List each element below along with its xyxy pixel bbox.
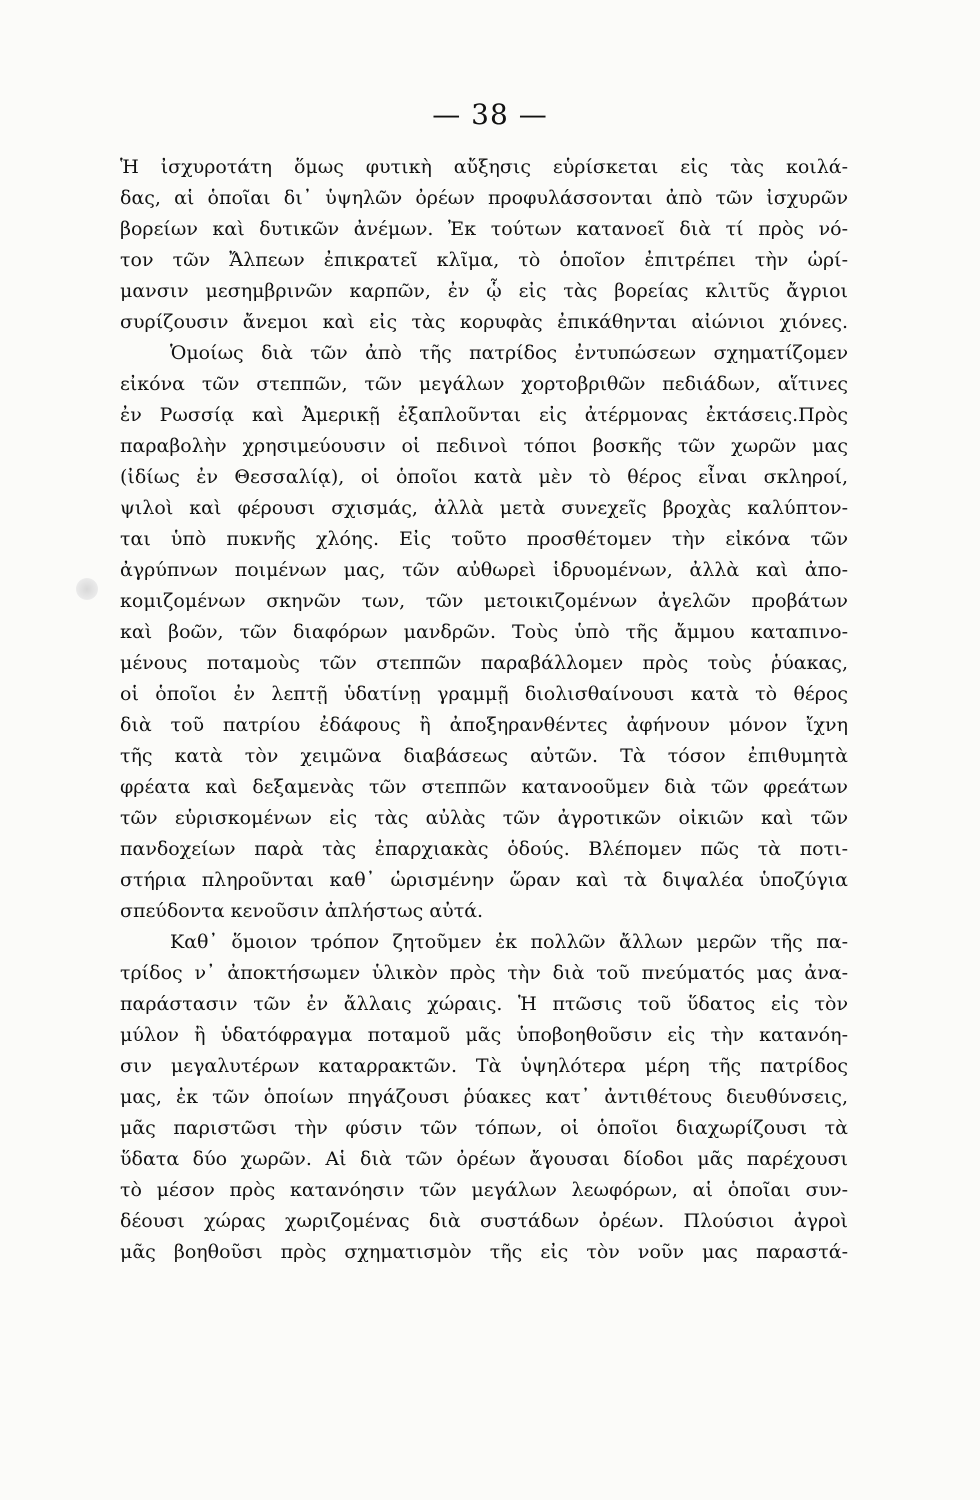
text-line: Ὁμοίως διὰ τῶν ἀπὸ τῆς πατρίδος ἐντυπώσεων σχηματίζομεν <box>170 342 848 364</box>
text-line: μᾶς παριστῶσι τὴν φύσιν τῶν τόπων, οἱ ὁποῖοι διαχωρίζουσι τὰ <box>120 1117 848 1139</box>
text-line: βορείων καὶ δυτικῶν ἀνέμων. Ἐκ τούτων κατανοεῖ διὰ τί πρὸς νό- <box>120 218 848 240</box>
paragraph-1 <box>120 152 848 338</box>
paper-stain <box>76 578 98 600</box>
text-line: πανδοχείων παρὰ τὰς ἐπαρχιακὰς ὁδούς. Βλέπομεν πῶς τὰ ποτι- <box>120 838 848 860</box>
text-line: συρίζουσιν ἄνεμοι καὶ εἰς τὰς κορυφὰς ἐπικάθηνται αἰώνιοι χιόνες. <box>120 311 848 333</box>
text-line: τὸ μέσον πρὸς κατανόησιν τῶν μεγάλων λεωφόρων, αἱ ὁποῖαι συν- <box>120 1179 848 1201</box>
text-line: Ἡ ἰσχυροτάτη ὅμως φυτικὴ αὔξησις εὑρίσκεται εἰς τὰς κοιλά- <box>120 156 848 178</box>
text-line: ψιλοὶ καὶ φέρουσι σχισμάς, ἀλλὰ μετὰ συνεχεῖς βροχὰς καλύπτον- <box>120 497 848 519</box>
text-line: παραβολὴν χρησιμεύουσιν οἱ πεδινοὶ τόποι βοσκῆς τῶν χωρῶν μας <box>120 435 848 457</box>
text-line: παράστασιν τῶν ἐν ἄλλαις χώραις. Ἡ πτῶσις τοῦ ὕδατος εἰς τὸν <box>120 993 848 1015</box>
page-number: — 38 — <box>432 98 548 131</box>
text-line: μᾶς βοηθοῦσι πρὸς σχηματισμὸν τῆς εἰς τὸν νοῦν μας παραστά- <box>120 1241 848 1263</box>
text-line: ἐν Ρωσσίᾳ καὶ Ἀμερικῇ ἐξαπλοῦνται εἰς ἀτέρμονας ἐκτάσεις.Πρὸς <box>120 404 848 426</box>
text-line: τῆς κατὰ τὸν χειμῶνα διαβάσεως αὐτῶν. Τὰ τόσον ἐπιθυμητὰ <box>120 745 848 767</box>
text-line: ὕδατα δύο χωρῶν. Αἱ διὰ τῶν ὀρέων ἄγουσαι δίοδοι μᾶς παρέχουσι <box>120 1148 848 1170</box>
text-line: ἀγρύπνων ποιμένων μας, τῶν αὐθωρεὶ ἱδρυομένων, ἀλλὰ καὶ ἀπο- <box>120 559 848 581</box>
text-line: μένους ποταμοὺς τῶν στεππῶν παραβάλλομεν πρὸς τοὺς ῥύακας, <box>120 652 848 674</box>
text-line: δέουσι χώρας χωριζομένας διὰ συστάδων ὀρέων. Πλούσιοι ἀγροὶ <box>120 1210 848 1232</box>
text-line: τον τῶν Ἄλπεων ἐπικρατεῖ κλῖμα, τὸ ὁποῖον ἐπιτρέπει τὴν ὡρί- <box>120 249 848 271</box>
text-line: μανσιν μεσημβρινῶν καρπῶν, ἐν ᾧ εἰς τὰς βορείας κλιτῦς ἄγριοι <box>120 280 848 302</box>
text-line: σπεύδοντα κενοῦσιν ἀπλήστως αὐτά. <box>120 900 484 922</box>
text-line: (ἰδίως ἐν Θεσσαλίᾳ), οἱ ὁποῖοι κατὰ μὲν τὸ θέρος εἶναι σκληροί, <box>120 466 848 488</box>
paragraph-2 <box>120 338 848 927</box>
text-line: Καθ᾽ ὅμοιον τρόπον ζητοῦμεν ἐκ πολλῶν ἄλλων μερῶν τῆς πα- <box>170 931 848 953</box>
text-line: ται ὑπὸ πυκνῆς χλόης. Εἰς τοῦτο προσθέτομεν τὴν εἰκόνα τῶν <box>120 528 848 550</box>
text-line: τρίδος ν᾽ ἀποκτήσωμεν ὑλικὸν πρὸς τὴν διὰ τοῦ πνεύματός μας ἀνα- <box>120 962 848 984</box>
text-line: κομιζομένων σκηνῶν των, τῶν μετοικιζομένων ἀγελῶν προβάτων <box>120 590 848 612</box>
text-line: μας, ἐκ τῶν ὁποίων πηγάζουσι ῥύακες κατ᾽ ἀντιθέτους διευθύνσεις, <box>120 1086 848 1108</box>
text-line: στήρια πληροῦνται καθ᾽ ὡρισμένην ὥραν καὶ τὰ διψαλέα ὑποζύγια <box>120 869 848 891</box>
text-line: διὰ τοῦ πατρίου ἐδάφους ἢ ἀποξηρανθέντες ἀφήνουν μόνον ἴχνη <box>120 714 848 736</box>
body-text <box>120 152 848 1268</box>
text-line: τῶν εὑρισκομένων εἰς τὰς αὐλὰς τῶν ἀγροτικῶν οἰκιῶν καὶ τῶν <box>120 807 848 829</box>
paragraph-3 <box>120 927 848 1268</box>
text-line: σιν μεγαλυτέρων καταρρακτῶν. Τὰ ὑψηλότερα μέρη τῆς πατρίδος <box>120 1055 848 1077</box>
text-line: καὶ βοῶν, τῶν διαφόρων μανδρῶν. Τοὺς ὑπὸ τῆς ἄμμου καταπινο- <box>120 621 848 643</box>
text-line: φρέατα καὶ δεξαμενὰς τῶν στεππῶν κατανοοῦμεν διὰ τῶν φρεάτων <box>120 776 848 798</box>
text-line: μύλον ἢ ὑδατόφραγμα ποταμοῦ μᾶς ὑποβοηθοῦσιν εἰς τὴν κατανόη- <box>120 1024 848 1046</box>
text-line: εἰκόνα τῶν στεππῶν, τῶν μεγάλων χορτοβριθῶν πεδιάδων, αἵτινες <box>120 373 848 395</box>
text-line: οἱ ὁποῖοι ἐν λεπτῇ ὑδατίνῃ γραμμῇ διολισθαίνουσι κατὰ τὸ θέρος <box>120 683 848 705</box>
text-line: δας, αἱ ὁποῖαι δι᾽ ὑψηλῶν ὀρέων προφυλάσσονται ἀπὸ τῶν ἰσχυρῶν <box>120 187 848 209</box>
